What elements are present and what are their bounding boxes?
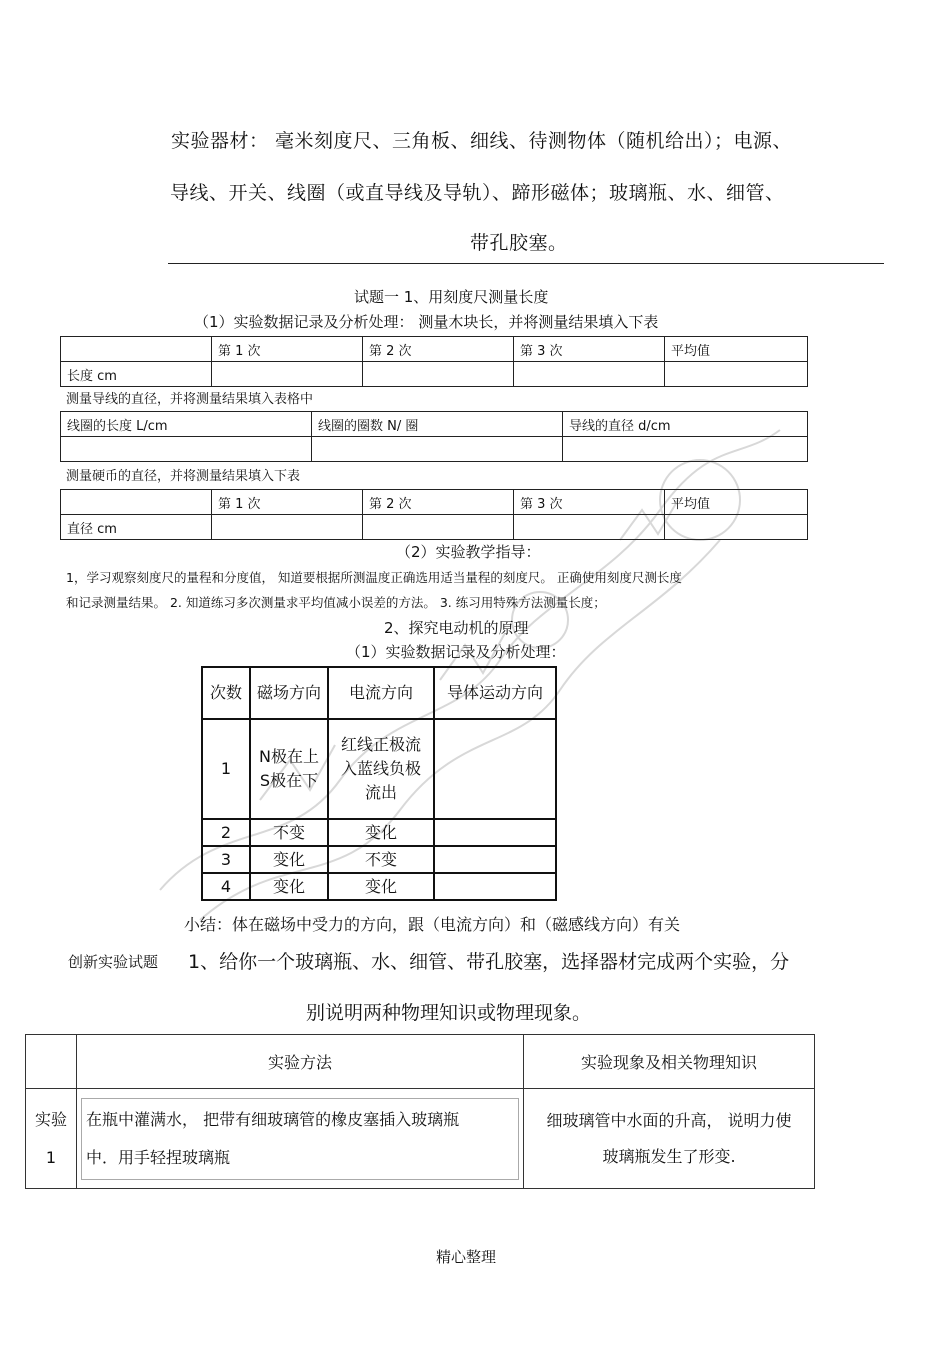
field-cell: N极在上S极在下 [250,719,328,819]
table-header: 平均值 [665,337,808,362]
table-cell [514,515,665,540]
table-cell [61,337,212,362]
current-cell: 不变 [328,846,434,873]
table-cell [514,362,665,387]
test1-caption-2: 测量导线的直径，并将测量结果填入表格中 [66,392,314,407]
table-cell [665,362,808,387]
method-box [81,1098,519,1180]
table-header: 导线的直径 d/cm [563,412,808,437]
wire-diameter-table [60,411,808,462]
table-cell [363,362,514,387]
innovation-label: 创新实验试题 [68,953,159,971]
table-cell [26,1035,77,1089]
intro-line-2: 导线、开关、线圈（或直导线及导轨）、蹄形磁体；玻璃瓶、水、细管、 [170,182,785,204]
row-number: 2 [202,819,250,846]
motion-cell [434,819,556,846]
guide-line-2: 和记录测量结果。 2. 知道练习多次测量求平均值减小误差的方法。 3. 练习用特殊方法测量长度； [66,595,606,610]
motion-cell [434,873,556,900]
col-header-field: 磁场方向 [250,667,328,719]
method-line-2: 中．用手轻捏玻璃瓶 [86,1147,231,1167]
intro-line-3: 带孔胶塞。 [470,232,568,254]
row-label: 直径 cm [61,515,212,540]
motor-principle-table [201,666,557,901]
table-cell [61,490,212,515]
coin-diameter-table [60,489,808,540]
field-cell: 变化 [250,846,328,873]
phenomenon-line-1: 细玻璃管中水面的升高， 说明力使 [546,1110,792,1130]
table-row [202,846,556,873]
method-cell [77,1089,524,1189]
innovation-line-1: 1、给你一个玻璃瓶、水、细管、带孔胶塞，选择器材完成两个实验，分 [188,951,790,973]
method-line-1: 在瓶中灌满水， 把带有细玻璃管的橡皮塞插入玻璃瓶 [86,1109,460,1129]
col-header-count: 次数 [202,667,250,719]
current-cell: 红线正极流入蓝线负极流出 [328,719,434,819]
test1-subtitle: （1）实验数据记录及分析处理： 测量木块长，并将测量结果填入下表 [194,313,659,331]
row-number: 1 [202,719,250,819]
table-row [26,1089,815,1189]
innovation-line-2: 别说明两种物理知识或物理现象。 [306,1002,592,1024]
row-label [26,1089,77,1189]
field-cell: 不变 [250,819,328,846]
horizontal-rule [168,263,884,264]
intro-line-1: 实验器材： 毫米刻度尺、三角板、细线、待测物体（随机给出）；电源、 [171,130,793,152]
current-cell: 变化 [328,819,434,846]
table-cell [363,515,514,540]
test1-title: 试题一 1、用刻度尺测量长度 [354,288,549,306]
table-header: 平均值 [665,490,808,515]
test2-summary: 小结：体在磁场中受力的方向，跟（电流方向）和（磁感线方向）有关 [184,915,681,934]
table-cell [563,437,808,462]
table-header: 线圈的圈数 N/ 圈 [312,412,563,437]
row-label-b: 1 [45,1147,57,1167]
table-cell [665,515,808,540]
test1-caption-3: 测量硬币的直径，并将测量结果填入下表 [66,469,301,484]
table-cell [212,515,363,540]
table-cell [212,362,363,387]
table-cell [61,437,312,462]
table-cell [312,437,563,462]
table-header: 线圈的长度 L/cm [61,412,312,437]
table-row [202,719,556,819]
innovation-table [25,1034,815,1189]
col-header-current: 电流方向 [328,667,434,719]
guide-title: （2）实验教学指导： [396,543,541,561]
current-cell: 变化 [328,873,434,900]
motion-cell [434,719,556,819]
row-label-a: 实验 [34,1109,67,1129]
table-header: 第 3 次 [514,337,665,362]
table-header: 第 1 次 [212,490,363,515]
table-header: 第 2 次 [363,490,514,515]
col-header-phenomenon: 实验现象及相关物理知识 [524,1035,815,1089]
table-header: 第 1 次 [212,337,363,362]
guide-line-1: 1，学习观察刻度尺的量程和分度值， 知道要根据所测温度正确选用适当量程的刻度尺。 正确使用刻度尺测长度 [66,570,682,585]
row-label: 长度 cm [61,362,212,387]
table-row [202,873,556,900]
row-number: 4 [202,873,250,900]
phenomenon-line-2: 玻璃瓶发生了形变. [602,1146,736,1166]
footer-text: 精心整理 [436,1248,497,1266]
field-cell: 变化 [250,873,328,900]
wood-length-table [60,336,808,387]
test2-title: 2、探究电动机的原理 [384,619,529,637]
table-row [202,819,556,846]
motion-cell [434,846,556,873]
row-number: 3 [202,846,250,873]
col-header-motion: 导体运动方向 [434,667,556,719]
col-header-method: 实验方法 [77,1035,524,1089]
phenomenon-cell [524,1089,815,1189]
table-header: 第 2 次 [363,337,514,362]
table-header: 第 3 次 [514,490,665,515]
test2-subtitle: （1）实验数据记录及分析处理： [346,643,566,661]
